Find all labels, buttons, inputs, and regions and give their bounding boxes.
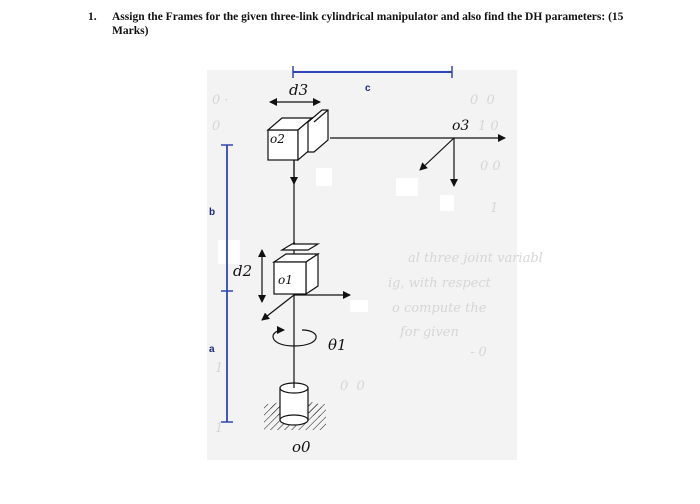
svg-text:o2: o2 xyxy=(270,132,285,146)
svg-text:al three joint variabl: al three joint variabl xyxy=(408,251,543,266)
svg-text:o3: o3 xyxy=(452,118,470,134)
svg-text:0 ·: 0 · xyxy=(212,93,229,108)
label-d3 xyxy=(289,81,308,99)
svg-text:o0: o0 xyxy=(292,438,311,456)
svg-text:θ1: θ1 xyxy=(328,336,347,354)
label-theta1 xyxy=(328,336,347,354)
svg-text:1: 1 xyxy=(215,361,224,376)
dimension-a-label: a xyxy=(209,344,215,355)
svg-text:1 0: 1 0 xyxy=(478,119,499,134)
svg-text:o compute the: o compute the xyxy=(392,301,487,316)
dimension-b-label: b xyxy=(209,207,216,218)
question-text: Assign the Frames for the given three-link cylindrical manipulator and also find the DH parameters: (15 Marks) xyxy=(112,11,624,37)
dimension-c-label: c xyxy=(365,83,371,94)
label-o2 xyxy=(270,132,285,146)
svg-text:d2: d2 xyxy=(233,262,253,280)
label-d2 xyxy=(233,262,252,280)
svg-text:0 0: 0 0 xyxy=(340,379,365,394)
svg-text:for given: for given xyxy=(400,325,459,340)
svg-text:d3: d3 xyxy=(289,81,309,99)
svg-text:0: 0 xyxy=(212,119,221,134)
label-o3 xyxy=(452,118,469,134)
svg-text:- 0: - 0 xyxy=(470,345,487,360)
svg-text:ig, with respect: ig, with respect xyxy=(388,276,491,291)
svg-text:0 0: 0 0 xyxy=(480,159,501,174)
label-o0 xyxy=(292,438,311,456)
label-o1 xyxy=(278,273,293,287)
svg-text:0 0: 0 0 xyxy=(470,93,495,108)
svg-text:1: 1 xyxy=(490,201,499,216)
question-number: 1. xyxy=(88,11,97,23)
svg-text:o1: o1 xyxy=(278,273,293,287)
svg-text:1: 1 xyxy=(215,421,224,436)
